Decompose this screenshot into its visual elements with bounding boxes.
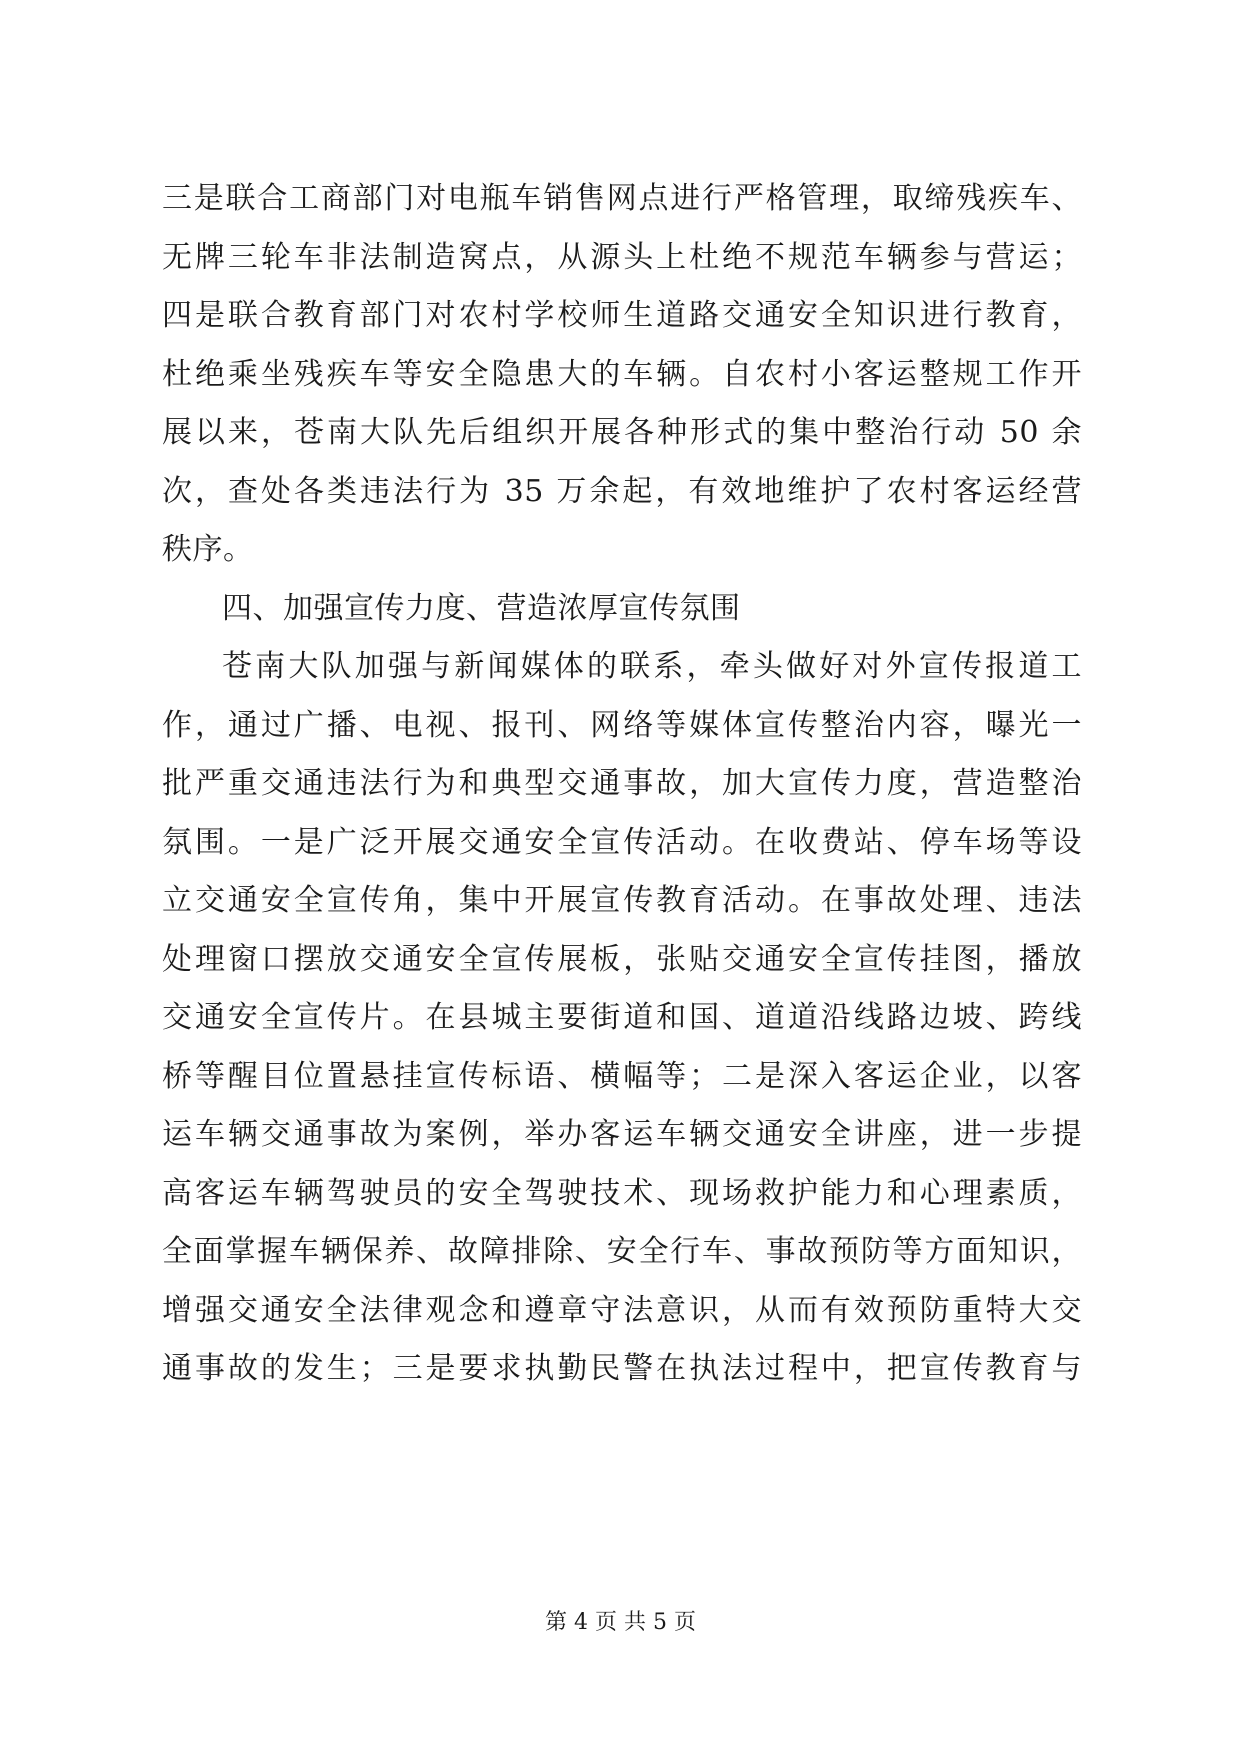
text-line: 全面掌握车辆保养、故障排除、安全行车、事故预防等方面知识， [162, 1234, 1082, 1269]
text-line: 三是联合工商部门对电瓶车销售网点进行严格管理，取缔残疾车、 [162, 181, 1082, 216]
text-line: 处理窗口摆放交通安全宣传展板，张贴交通安全宣传挂图，播放 [162, 941, 1082, 977]
page-footer: 第 4 页 共 5 页 [545, 1610, 696, 1635]
text-line: 无牌三轮车非法制造窝点，从源头上杜绝不规范车辆参与营运； [162, 239, 1082, 275]
text-line: 通事故的发生；三是要求执勤民警在执法过程中，把宣传教育与 [162, 1351, 1082, 1386]
text-line: 交通安全宣传片。在县城主要街道和国、道道沿线路边坡、跨线 [162, 1000, 1082, 1035]
text-line: 立交通安全宣传角，集中开展宣传教育活动。在事故处理、违法 [162, 883, 1082, 918]
text-line: 运车辆交通事故为案例，举办客运车辆交通安全讲座，进一步提 [162, 1117, 1082, 1152]
text-line: 增强交通安全法律观念和遵章守法意识，从而有效预防重特大交 [162, 1292, 1082, 1328]
text-line: 氛围。一是广泛开展交通安全宣传活动。在收费站、停车场等设 [162, 824, 1082, 860]
text-line: 展以来，苍南大队先后组织开展各种形式的集中整治行动 50 余 [162, 415, 1082, 450]
text-line: 高客运车辆驾驶员的安全驾驶技术、现场救护能力和心理素质， [162, 1175, 1082, 1211]
text-line: 秩序。 [162, 532, 254, 567]
text-line: 四是联合教育部门对农村学校师生道路交通安全知识进行教育， [162, 298, 1082, 333]
text-line: 次，查处各类违法行为 35 万余起，有效地维护了农村客运经营 [162, 473, 1082, 509]
text-line: 作，通过广播、电视、报刊、网络等媒体宣传整治内容，曝光一 [162, 707, 1082, 743]
text-line: 苍南大队加强与新闻媒体的联系，牵头做好对外宣传报道工 [222, 649, 1082, 684]
body-text [162, 170, 1082, 1399]
text-line: 桥等醒目位置悬挂宣传标语、横幅等；二是深入客运企业，以客 [162, 1058, 1082, 1094]
text-line: 杜绝乘坐残疾车等安全隐患大的车辆。自农村小客运整规工作开 [162, 356, 1082, 392]
text-line: 批严重交通违法行为和典型交通事故，加大宣传力度，营造整治 [162, 766, 1082, 801]
text-line: 四、加强宣传力度、营造浓厚宣传氛围 [222, 590, 741, 626]
